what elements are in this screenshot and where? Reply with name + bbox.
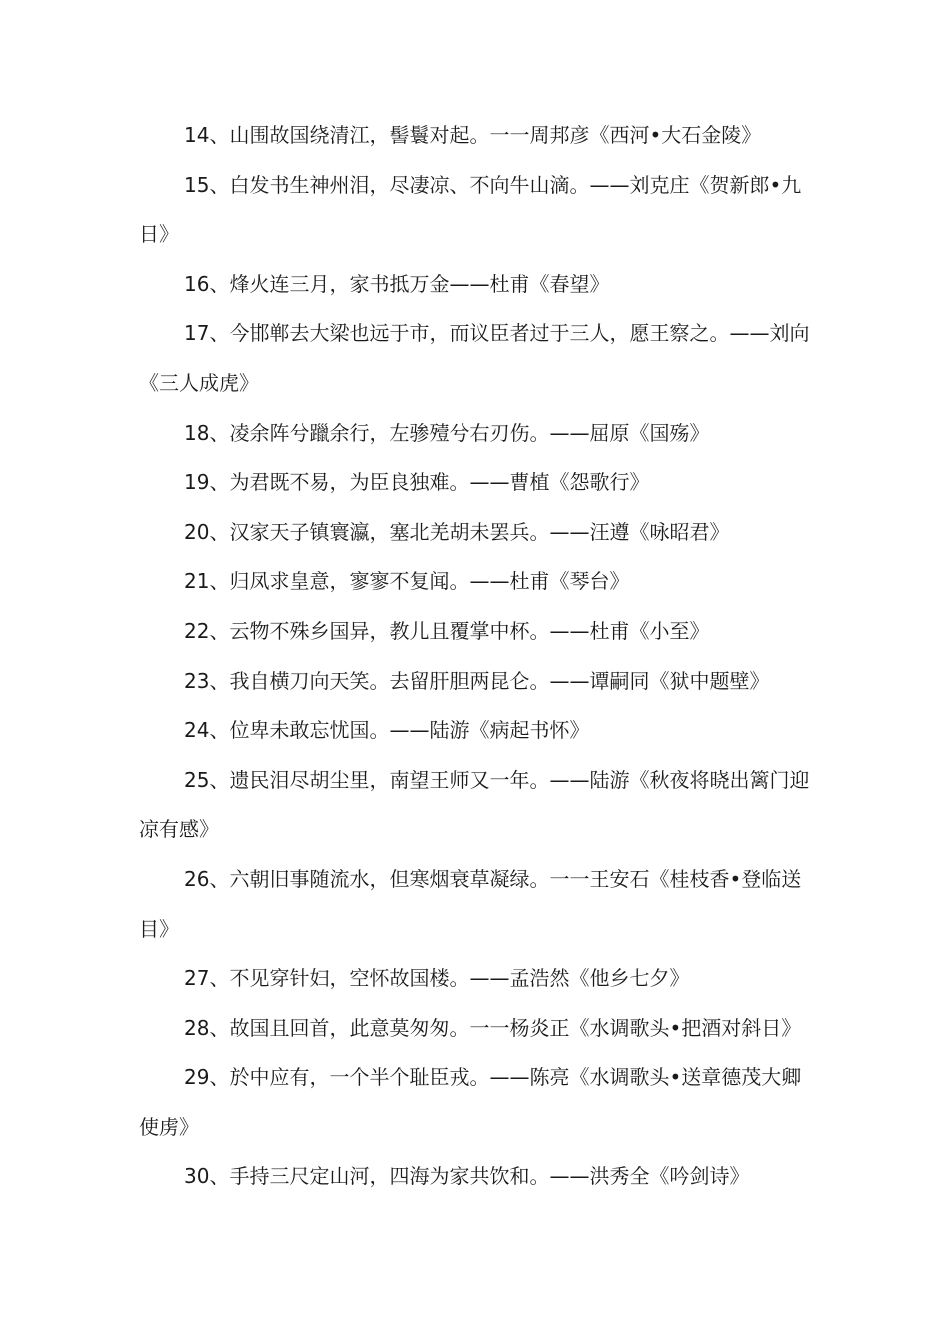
entry-text: 、烽火连三月，家书抵万金——杜甫《春望》 [209,271,610,296]
entry-number: 26 [184,866,210,891]
entry-number: 18 [184,420,210,445]
entry-text: 、故国且回首，此意莫匆匆。一一杨炎正《水调歌头•把酒对斜日》 [209,1015,802,1040]
quote-entry-23 [139,657,819,707]
quote-entry-25 [139,756,819,855]
entry-number: 21 [184,569,210,594]
quote-entry-28 [139,1004,819,1054]
entry-number: 23 [184,668,210,693]
entry-number: 16 [184,271,210,296]
quote-list [139,111,819,1202]
quote-entry-17 [139,309,819,408]
entry-text: 、白发书生神州泪，尽凄凉、不向牛山滴。——刘克庄《贺新郎•九日》 [139,172,802,247]
quote-entry-18 [139,409,819,459]
entry-text: 、我自横刀向天笑。去留肝胆两昆仑。——谭嗣同《狱中题壁》 [209,668,770,693]
entry-number: 28 [184,1015,210,1040]
entry-text: 、山围故国绕清江，髻鬟对起。一一周邦彦《西河•大石金陵》 [209,123,762,147]
entry-text: 、凌余阵兮躐余行，左骖殪兮右刃伤。——屈原《国殇》 [209,420,710,445]
quote-entry-20 [139,508,819,558]
quote-entry-27 [139,954,819,1004]
entry-text: 、手持三尺定山河，四海为家共饮和。——洪秀全《吟剑诗》 [209,1164,750,1189]
quote-entry-19 [139,458,819,508]
quote-entry-26 [139,855,819,954]
entry-text: 、六朝旧事随流水，但寒烟衰草凝绿。一一王安石《桂枝香•登临送目》 [139,866,802,941]
entry-number: 17 [184,321,210,346]
quote-entry-16 [139,260,819,310]
entry-text: 、不见穿针妇，空怀故国楼。——孟浩然《他乡七夕》 [209,966,690,991]
quote-entry-15 [139,161,819,260]
entry-number: 20 [184,519,210,544]
quote-entry-21 [139,557,819,607]
entry-text: 、为君既不易，为臣良独难。——曹植《怨歌行》 [209,470,650,495]
entry-text: 、归凤求皇意，寥寥不复闻。——杜甫《琴台》 [209,569,630,594]
quote-entry-14 [139,111,819,161]
entry-number: 22 [184,618,210,643]
entry-number: 14 [184,123,210,147]
entry-text: 、於中应有，一个半个耻臣戎。——陈亮《水调歌头•送章德茂大卿使虏》 [139,1065,802,1139]
entry-number: 30 [184,1164,210,1189]
entry-text: 、云物不殊乡国异，教儿且覆掌中杯。——杜甫《小至》 [209,618,710,643]
entry-number: 27 [184,966,210,991]
entry-number: 15 [184,172,210,197]
entry-number: 24 [184,718,210,743]
quote-entry-29 [139,1053,819,1152]
quote-entry-24 [139,706,819,756]
entry-number: 29 [184,1065,210,1090]
quote-entry-22 [139,607,819,657]
entry-text: 、位卑未敢忘忧国。——陆游《病起书怀》 [209,718,590,743]
entry-text: 、今邯郸去大梁也远于市，而议臣者过于三人，愿王察之。——刘向《三人成虎》 [139,321,810,395]
entry-number: 19 [184,470,210,495]
entry-text: 、汉家天子镇寰瀛，塞北羌胡未罢兵。——汪遵《咏昭君》 [209,519,730,544]
entry-number: 25 [184,767,210,792]
entry-text: 、遗民泪尽胡尘里，南望王师又一年。——陆游《秋夜将晓出篱门迎凉有感》 [139,767,810,842]
quote-entry-30 [139,1152,819,1202]
